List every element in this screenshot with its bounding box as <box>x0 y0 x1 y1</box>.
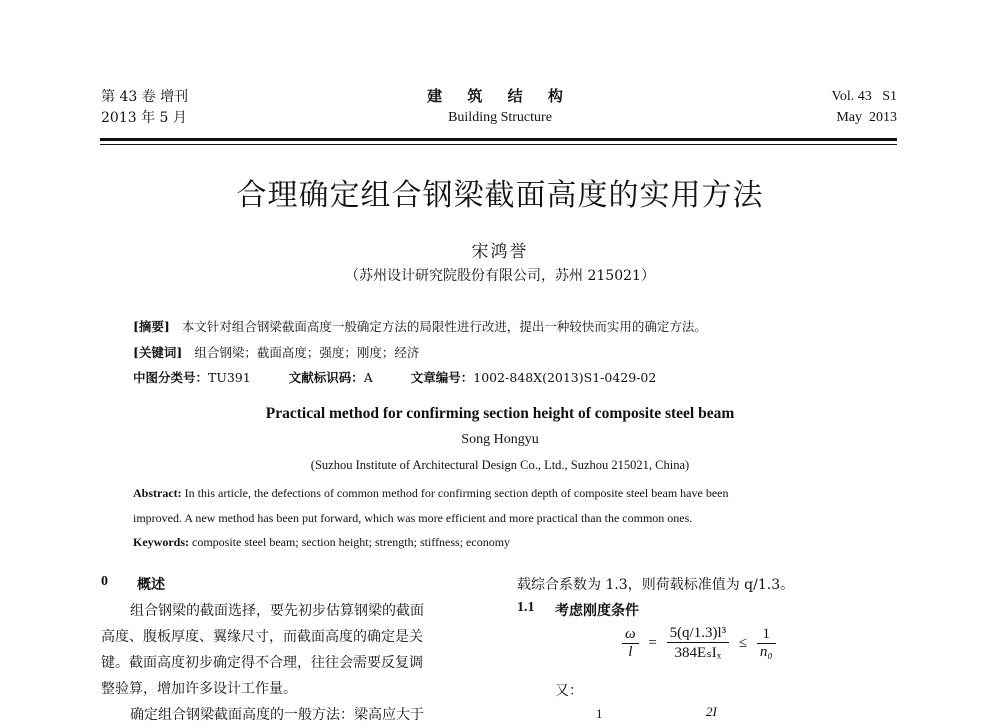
article-no-label: 文章编号： <box>410 370 474 385</box>
para1-line1: 组合钢梁的截面选择，要先初步估算钢梁的截面 <box>130 603 424 619</box>
section-number: 0 <box>101 574 108 589</box>
keywords-cn-text: 组合钢梁；截面高度；强度；刚度；经济 <box>194 345 420 360</box>
classification-line <box>133 369 656 387</box>
paper-title-cn: 合理确定组合钢梁截面高度的实用方法 <box>236 178 764 213</box>
formula-lhs-num: ω <box>622 626 639 644</box>
affiliation-cn: （苏州设计研究院股份有限公司，苏州 215021） <box>345 268 655 284</box>
journal-name-cn: 建 筑 结 构 <box>427 87 573 105</box>
journal-date-en: May 2013 <box>836 110 897 125</box>
next-formula-b: 2I <box>706 704 717 719</box>
journal-volume-en: Vol. 43 S1 <box>831 89 897 104</box>
journal-name-en: Building Structure <box>448 110 552 125</box>
subsection-number: 1.1 <box>517 600 535 615</box>
article-no-value: 1002-848X(2013)S1-0429-02 <box>473 370 657 385</box>
keywords-cn-label: [关键词] <box>133 345 183 360</box>
next-formula-a: 1 <box>596 706 603 721</box>
author-cn: 宋鸿誉 <box>471 242 529 262</box>
keywords-cn <box>133 344 419 362</box>
clc-value: TU391 <box>208 370 251 385</box>
paper-title-en: Practical method for confirming section height of composite steel beam <box>265 405 735 422</box>
author-en: Song Hongyu <box>461 432 539 447</box>
formula-mid-num: 5(q/1.3)l³ <box>667 625 730 643</box>
subsection-title: 考虑刚度条件 <box>555 603 639 619</box>
formula-rhs-den: n₀ <box>759 644 773 660</box>
keywords-en-text: composite steel beam; section height; strength; stiffness; economy <box>192 535 511 549</box>
formula-rhs-num: 1 <box>757 626 776 644</box>
also-label: 又： <box>555 683 583 699</box>
formula-lhs-den: l <box>628 644 633 660</box>
abstract-en-label: Abstract: <box>133 486 182 500</box>
stiffness-formula <box>622 625 776 662</box>
formula-le: ≤ <box>738 635 748 651</box>
journal-date: 2013 年 5 月 <box>101 110 187 126</box>
journal-volume: 第 43 卷 增刊 <box>101 89 189 105</box>
abstract-en <box>133 484 868 502</box>
para1-line2: 高度、腹板厚度、翼缘尺寸，而截面高度的确定是关 <box>101 629 423 645</box>
doc-code-value: A <box>363 370 373 385</box>
abstract-cn-text: 本文针对组合钢梁截面高度一般确定方法的局限性进行改进，提出一种较快而实用的确定方法。 <box>181 319 707 334</box>
abstract-cn <box>133 318 707 336</box>
formula-mid <box>667 625 730 662</box>
formula-equals: = <box>648 635 657 651</box>
right-col-line1: 载综合系数为 1.3，则荷载标准值为 q/1.3。 <box>517 577 795 593</box>
header-rule-thin <box>100 144 897 145</box>
affiliation-en: (Suzhou Institute of Architectural Design Co., Ltd., Suzhou 215021, China) <box>310 458 690 472</box>
clc-label: 中图分类号： <box>133 370 209 385</box>
para1-line4: 整验算，增加许多设计工作量。 <box>101 681 297 697</box>
keywords-en <box>133 533 868 551</box>
formula-mid-den: 384EₛIₓ <box>674 645 722 661</box>
keywords-en-label: Keywords: <box>133 535 189 549</box>
formula-lhs <box>622 626 639 661</box>
header-rule-thick <box>100 138 897 141</box>
section-title: 概述 <box>137 577 165 593</box>
abstract-en-line1: In this article, the defections of common method for confirming section depth of composite steel beam have been <box>184 486 729 500</box>
doc-code-label: 文献标识码： <box>288 370 364 385</box>
formula-rhs <box>757 626 776 661</box>
para1-line3: 键。截面高度初步确定得不合理，往往会需要反复调 <box>101 655 423 671</box>
abstract-cn-label: [摘要] <box>133 319 170 334</box>
abstract-en-line2: improved. A new method has been put forward, which was more efficient and more practical than the common ones. <box>133 511 693 525</box>
para2-line1: 确定组合钢梁截面高度的一般方法：梁高应大于 <box>130 707 424 723</box>
